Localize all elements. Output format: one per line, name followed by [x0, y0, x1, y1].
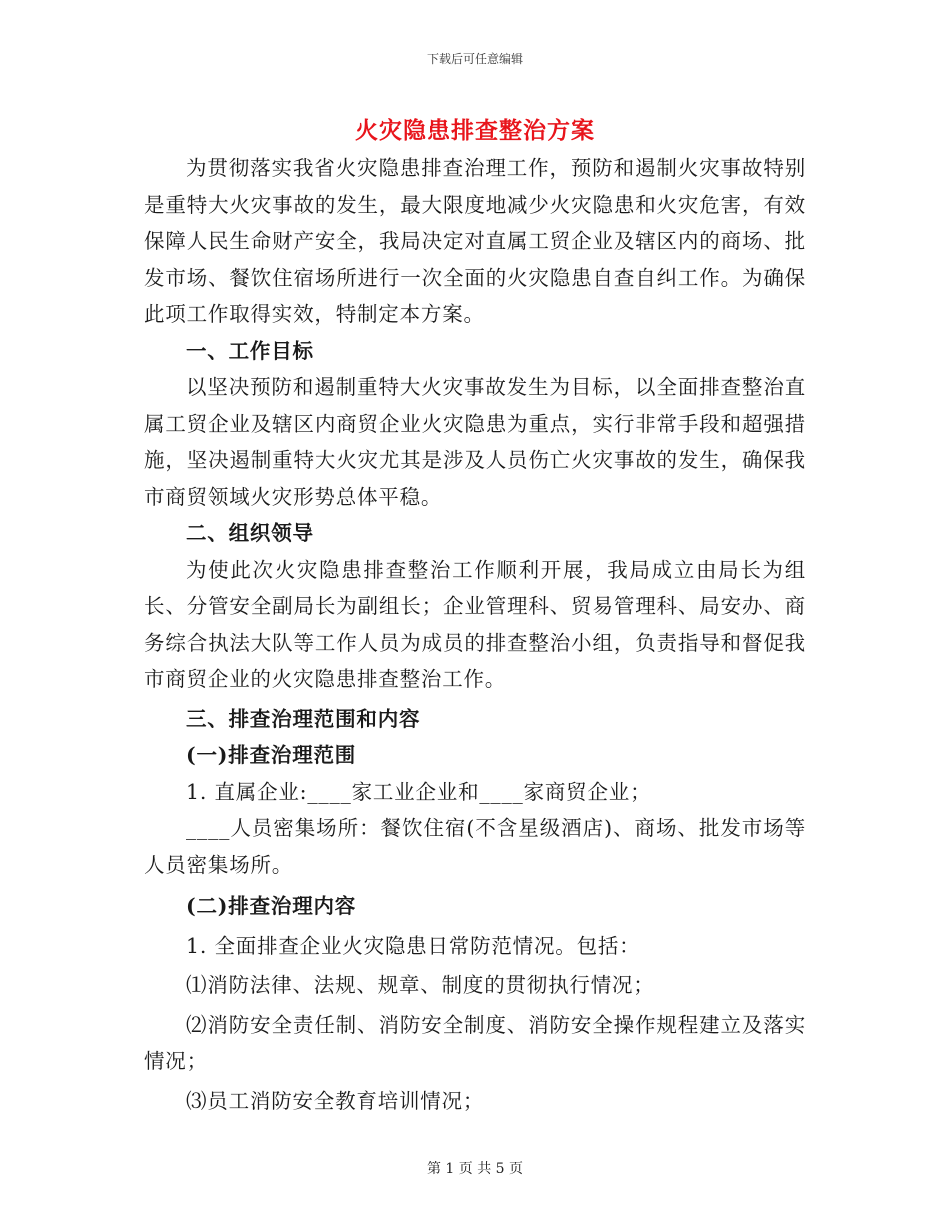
content-item-1a: ⑴消防法律、法规、规章、制度的贯彻执行情况；	[186, 973, 655, 997]
header-note: 下载后可任意编辑	[426, 52, 523, 66]
page-number: 第 1 页 共 5 页	[426, 1161, 524, 1177]
content-item-1c: ⑶员工消防安全教育培训情况；	[186, 1088, 485, 1113]
scope-item-1: 1. 直属企业:____家工业企业和____家商贸企业；	[186, 779, 652, 804]
content-item-1: 1. 全面排查企业火灾隐患日常防范情况。包括：	[186, 933, 641, 958]
document-title: 火灾隐患排查整治方案	[355, 117, 595, 144]
section3-sub1-heading: (一)排查治理范围	[186, 743, 357, 767]
section3-sub2-heading: (二)排查治理内容	[186, 894, 357, 918]
content-item-1b: ⑵消防安全责任制、消防安全制度、消防安全操作规程建立及落实情况；	[144, 1012, 806, 1073]
section2-heading: 二、组织领导	[186, 521, 314, 545]
section3-heading: 三、排查治理范围和内容	[186, 706, 421, 731]
document-body	[144, 150, 806, 1119]
section2-body: 为使此次火灾隐患排查整治工作顺利开展，我局成立由局长为组长、分管安全副局长为副组长；企业管理科、贸易管理科、局安办、商务综合执法大队等工作人员为成员的排查整治小组，负责指导和督促我市商贸企业的火灾隐患排查整治工作。	[144, 557, 806, 691]
scope-item-2: ____人员密集场所：餐饮住宿(不含星级酒店)、商场、批发市场等人员密集场所。	[144, 816, 806, 877]
intro-paragraph: 为贯彻落实我省火灾隐患排查治理工作，预防和遏制火灾事故特别是重特大火灾事故的发生，最大限度地减少火灾隐患和火灾危害，有效保障人民生命财产安全，我局决定对直属工贸企业及辖区内的商场、批发市场、餐饮住宿场所进行一次全面的火灾隐患自查自纠工作。为确保此项工作取得实效，特制定本方案。	[144, 156, 806, 326]
section1-heading: 一、工作目标	[186, 338, 314, 363]
section1-body: 以坚决预防和遏制重特大火灾事故发生为目标，以全面排查整治直属工贸企业及辖区内商贸企业火灾隐患为重点，实行非常手段和超强措施，坚决遏制重特大火灾尤其是涉及人员伤亡火灾事故的发生，确保我市商贸领域火灾形势总体平稳。	[144, 375, 806, 509]
